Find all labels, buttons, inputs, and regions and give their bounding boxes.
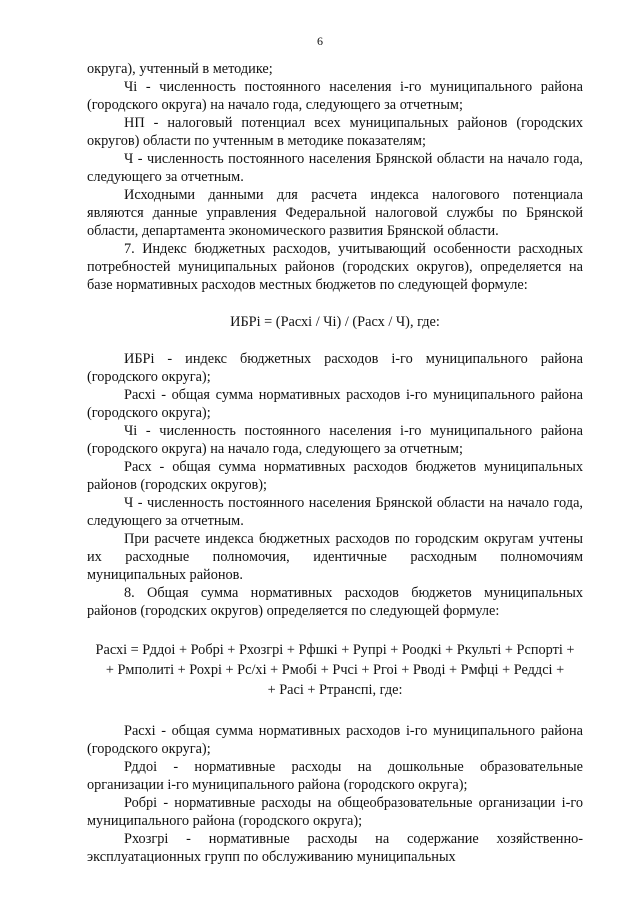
paragraph: ИБРi - индекс бюджетных расходов i-го муниципального района (городского округа); xyxy=(87,351,583,385)
paragraph-group-definitions-expenditure xyxy=(87,722,583,866)
formula-budget-expenditure-index: ИБРi = (Расхi / Чi) / (Расх / Ч), где: xyxy=(230,314,440,330)
paragraph: Ч - численность постоянного населения Брянской области на начало года, следующего за отчетным. xyxy=(87,495,583,529)
paragraph: Чi - численность постоянного населения i-го муниципального района (городского округа) на начало года, следующего за отчетным; xyxy=(87,423,583,457)
paragraph-group-definitions-budget xyxy=(87,350,583,620)
paragraph: Расхi - общая сумма нормативных расходов i-го муниципального района (городского округа); xyxy=(87,387,583,421)
paragraph: 8. Общая сумма нормативных расходов бюджетов муниципальных районов (городских округов) определяется по следующей формуле: xyxy=(87,585,583,619)
page-number: 6 xyxy=(317,34,323,48)
formula-total-normative-expenditure xyxy=(77,640,593,700)
paragraph: Расхi - общая сумма нормативных расходов i-го муниципального района (городского округа); xyxy=(87,723,583,757)
document-body xyxy=(87,60,583,866)
paragraph: Чi - численность постоянного населения i-го муниципального района (городского округа) на начало года, следующего за отчетным; xyxy=(87,79,583,113)
paragraph: Ч - численность постоянного населения Брянской области на начало года, следующего за отчетным. xyxy=(87,151,583,185)
paragraph: Рддоi - нормативные расходы на дошкольные образовательные организации i-го муниципального района (городского округа); xyxy=(87,759,583,793)
paragraph: Расх - общая сумма нормативных расходов бюджетов муниципальных районов (городских округов); xyxy=(87,459,583,493)
paragraph-group-definitions-tax xyxy=(87,60,583,294)
paragraph: При расчете индекса бюджетных расходов по городским округам учтены их расходные полномочия, идентичные расходным полномочиям муниципальных районов. xyxy=(87,531,583,583)
formula-line: Расхi = Рддоi + Робрi + Рхозгрi + Рфшкi + Рупрi + Роодкi + Ркультi + Рспортi + xyxy=(95,642,575,658)
paragraph: Робрi - нормативные расходы на общеобразовательные организации i-го муниципального района (городского округа); xyxy=(87,795,583,829)
paragraph: Рхозгрi - нормативные расходы на содержание хозяйственно-эксплуатационных групп по обслуживанию муниципальных xyxy=(87,831,583,865)
paragraph: НП - налоговый потенциал всех муниципальных районов (городских округов) области по учтенным в методике показателям; xyxy=(87,115,583,149)
formula-line: + Рмполитi + Рохрi + Рс/хi + Рмобi + Рчсi + Ргоi + Рводi + Рмфцi + Реддсi + xyxy=(105,662,565,678)
paragraph: Исходными данными для расчета индекса налогового потенциала являются данные управления Федеральной налоговой службы по Брянской области, департамента экономического развития Брянской области. xyxy=(87,187,583,239)
formula-line: + Расi + Ртранспi, где: xyxy=(267,682,403,698)
paragraph: 7. Индекс бюджетных расходов, учитывающий особенности расходных потребностей муниципальных районов (городских округов), определяется на базе нормативных расходов местных бюджетов по следующей формуле: xyxy=(87,241,583,293)
paragraph: округа), учтенный в методике; xyxy=(87,61,273,77)
